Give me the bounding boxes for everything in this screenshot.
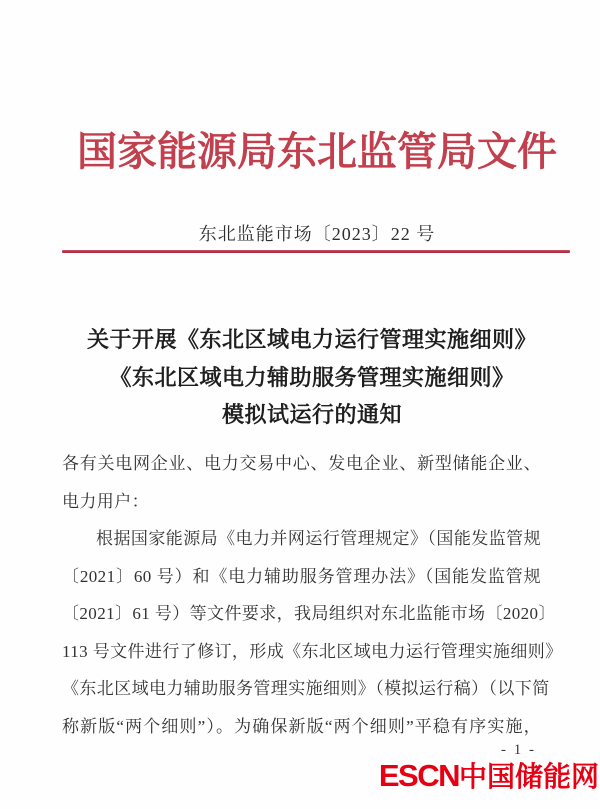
document-number: 东北监能市场〔2023〕22 号 (198, 224, 436, 244)
body-line: 〔2021〕60 号）和《电力辅助服务管理办法》（国能发监管规 (62, 566, 541, 586)
body-line-addressees: 各有关电网企业、电力交易中心、发电企业、新型储能企业、 (62, 454, 541, 473)
body-line: 113 号文件进行了修订，形成《东北区域电力运行管理实施细则》 (62, 641, 563, 661)
body-line-addressees-end: 电力用户： (62, 491, 149, 511)
body-line: 〔2021〕61 号）等文件要求，我局组织对东北监能市场〔2020〕 (62, 604, 556, 623)
document-title-line: 关于开展《东北区域电力运行管理实施细则》 (86, 327, 537, 352)
document-title (52, 321, 572, 434)
body-line: 根据国家能源局《电力并网运行管理规定》（国能发监管规 (96, 529, 541, 548)
document-body (62, 445, 563, 745)
escn-logo-latin: ESCN (378, 758, 459, 793)
page-number: - 1 - (501, 742, 536, 758)
escn-watermark-logo (379, 760, 599, 798)
body-line: 《东北区域电力辅助服务管理实施细则》（模拟运行稿）（以下简 (62, 679, 550, 698)
red-divider-rule (62, 250, 570, 253)
document-title-line: 《东北区域电力辅助服务管理实施细则》 (109, 364, 515, 390)
document-title-line: 模拟试运行的通知 (221, 402, 402, 427)
body-line: 称新版“两个细则”）。为确保新版“两个细则”平稳有序实施， (62, 716, 541, 736)
agency-heading: 国家能源局东北监管局文件 (77, 129, 557, 174)
escn-logo-cjk: 中国储能网 (458, 761, 599, 792)
